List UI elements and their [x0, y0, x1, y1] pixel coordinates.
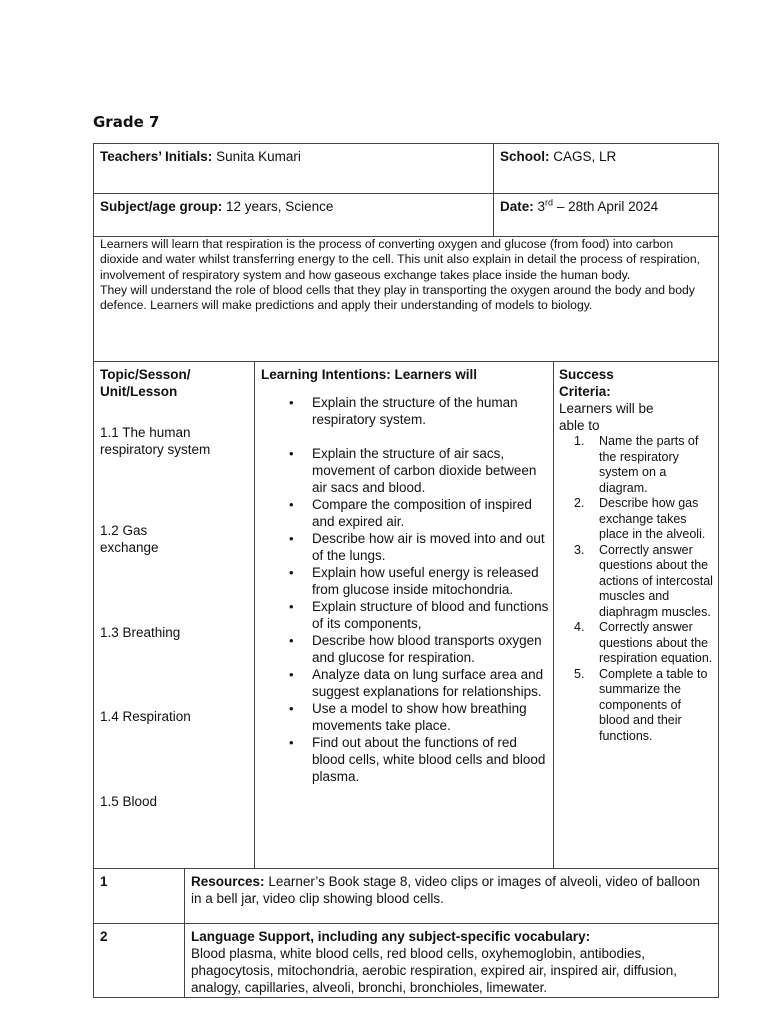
criteria-list: [559, 434, 714, 744]
topic-item-1: 1.1 The human respiratory system: [100, 425, 211, 457]
intentions-list: [261, 394, 553, 785]
resources-cell: [184, 868, 719, 924]
language-support-text: Blood plasma, white blood cells, red blood cells, oxyhemoglobin, antibodies, phagocytosis, mitochondria, aerobic respiration, expired air, inspired air, diffusion, analogy, capillaries, alveoli, bronchi, bronchioles, limewater.: [191, 946, 678, 995]
subject-cell: [93, 193, 494, 237]
criteria-item: 1. Name the parts of the respiratory system on a diagram.: [574, 434, 699, 495]
date-rest: – 28th April 2024: [556, 199, 659, 214]
intention-item: • Explain the structure of air sacs, movement of carbon dioxide between air sacs and blood.: [261, 445, 553, 496]
date-suffix: rd: [545, 197, 554, 208]
intention-item: • Explain the structure of the human respiratory system.: [261, 394, 553, 428]
language-support-label: Language Support, including any subject-specific vocabulary:: [191, 929, 591, 944]
language-support-cell: [184, 923, 719, 998]
criteria-item: 5. Complete a table to summarize the components of blood and their functions.: [574, 666, 708, 743]
date-day: 3: [537, 199, 546, 214]
subject-value: 12 years, Science: [226, 199, 334, 214]
topic-item-5: 1.5 Blood: [100, 794, 158, 809]
school-cell: [493, 143, 719, 194]
teacher-label: Teachers’ Initials:: [100, 149, 213, 164]
criteria-item: 4. Correctly answer questions about the respiration equation.: [574, 620, 713, 665]
criteria-item: 3. Correctly answer questions about the actions of intercostal muscles and diaphragm muscles.: [574, 542, 713, 619]
criteria-item: 2. Describe how gas exchange takes place in the alveoli.: [574, 496, 706, 541]
overview-paragraph-2: They will understand the role of blood cells that they play in transporting the oxygen around the body and body defence. Learners will make predictions and apply their understanding of models to biology.: [100, 282, 695, 313]
overview-paragraph-1: Learners will learn that respiration is the process of converting oxygen and glucose (from food) into carbon dioxide and water whilst transferring energy to the cell. This unit also explain in detail the process of respiration, involvement of respiratory system and how gaseous exchange takes place inside the human body.: [100, 237, 700, 282]
subject-label: Subject/age group:: [100, 199, 223, 214]
criteria-header: Success Criteria:: [559, 367, 614, 399]
school-value: CAGS, LR: [553, 149, 617, 164]
intention-item: • Compare the composition of inspired and expired air.: [261, 496, 553, 530]
topic-cell: [93, 361, 255, 869]
intention-item: • Explain structure of blood and functions of its components,: [261, 598, 553, 632]
row-1-number-cell: [93, 868, 185, 924]
intention-item: • Describe how blood transports oxygen and glucose for respiration.: [261, 632, 553, 666]
date-label: Date:: [500, 199, 534, 214]
teacher-value: Sunita Kumari: [216, 149, 301, 164]
resources-text: Learner’s Book stage 8, video clips or images of alveoli, video of balloon in a bell jar, video clip showing blood cells.: [191, 874, 701, 906]
overview-cell: [93, 236, 719, 362]
topic-item-4: 1.4 Respiration: [100, 709, 191, 724]
intention-item: • Use a model to show how breathing movements take place.: [261, 700, 553, 734]
row-2-number-cell: [93, 923, 185, 998]
row-2-number: 2: [100, 929, 108, 944]
criteria-cell: [553, 361, 719, 869]
intention-item: • Explain how useful energy is released from glucose inside mitochondria.: [261, 564, 553, 598]
resources-label: Resources:: [191, 874, 265, 889]
row-1-number: 1: [100, 874, 108, 889]
school-label: School:: [500, 149, 550, 164]
topic-item-3: 1.3 Breathing: [100, 625, 181, 640]
date-cell: [493, 193, 719, 237]
intention-item: • Find out about the functions of red blood cells, white blood cells and blood plasma.: [261, 734, 553, 785]
teacher-cell: [93, 143, 494, 194]
intention-item: • Analyze data on lung surface area and suggest explanations for relationships.: [261, 666, 553, 700]
topic-header: Topic/Sesson/ Unit/Lesson: [100, 367, 191, 399]
intentions-header: Learning Intentions: Learners will: [261, 367, 478, 382]
topic-item-2: 1.2 Gas exchange: [100, 523, 159, 555]
intention-item: • Describe how air is moved into and out of the lungs.: [261, 530, 553, 564]
criteria-intro: Learners will be able to: [559, 401, 654, 433]
grade-heading: Grade 7: [93, 113, 160, 131]
intentions-cell: [254, 361, 554, 869]
